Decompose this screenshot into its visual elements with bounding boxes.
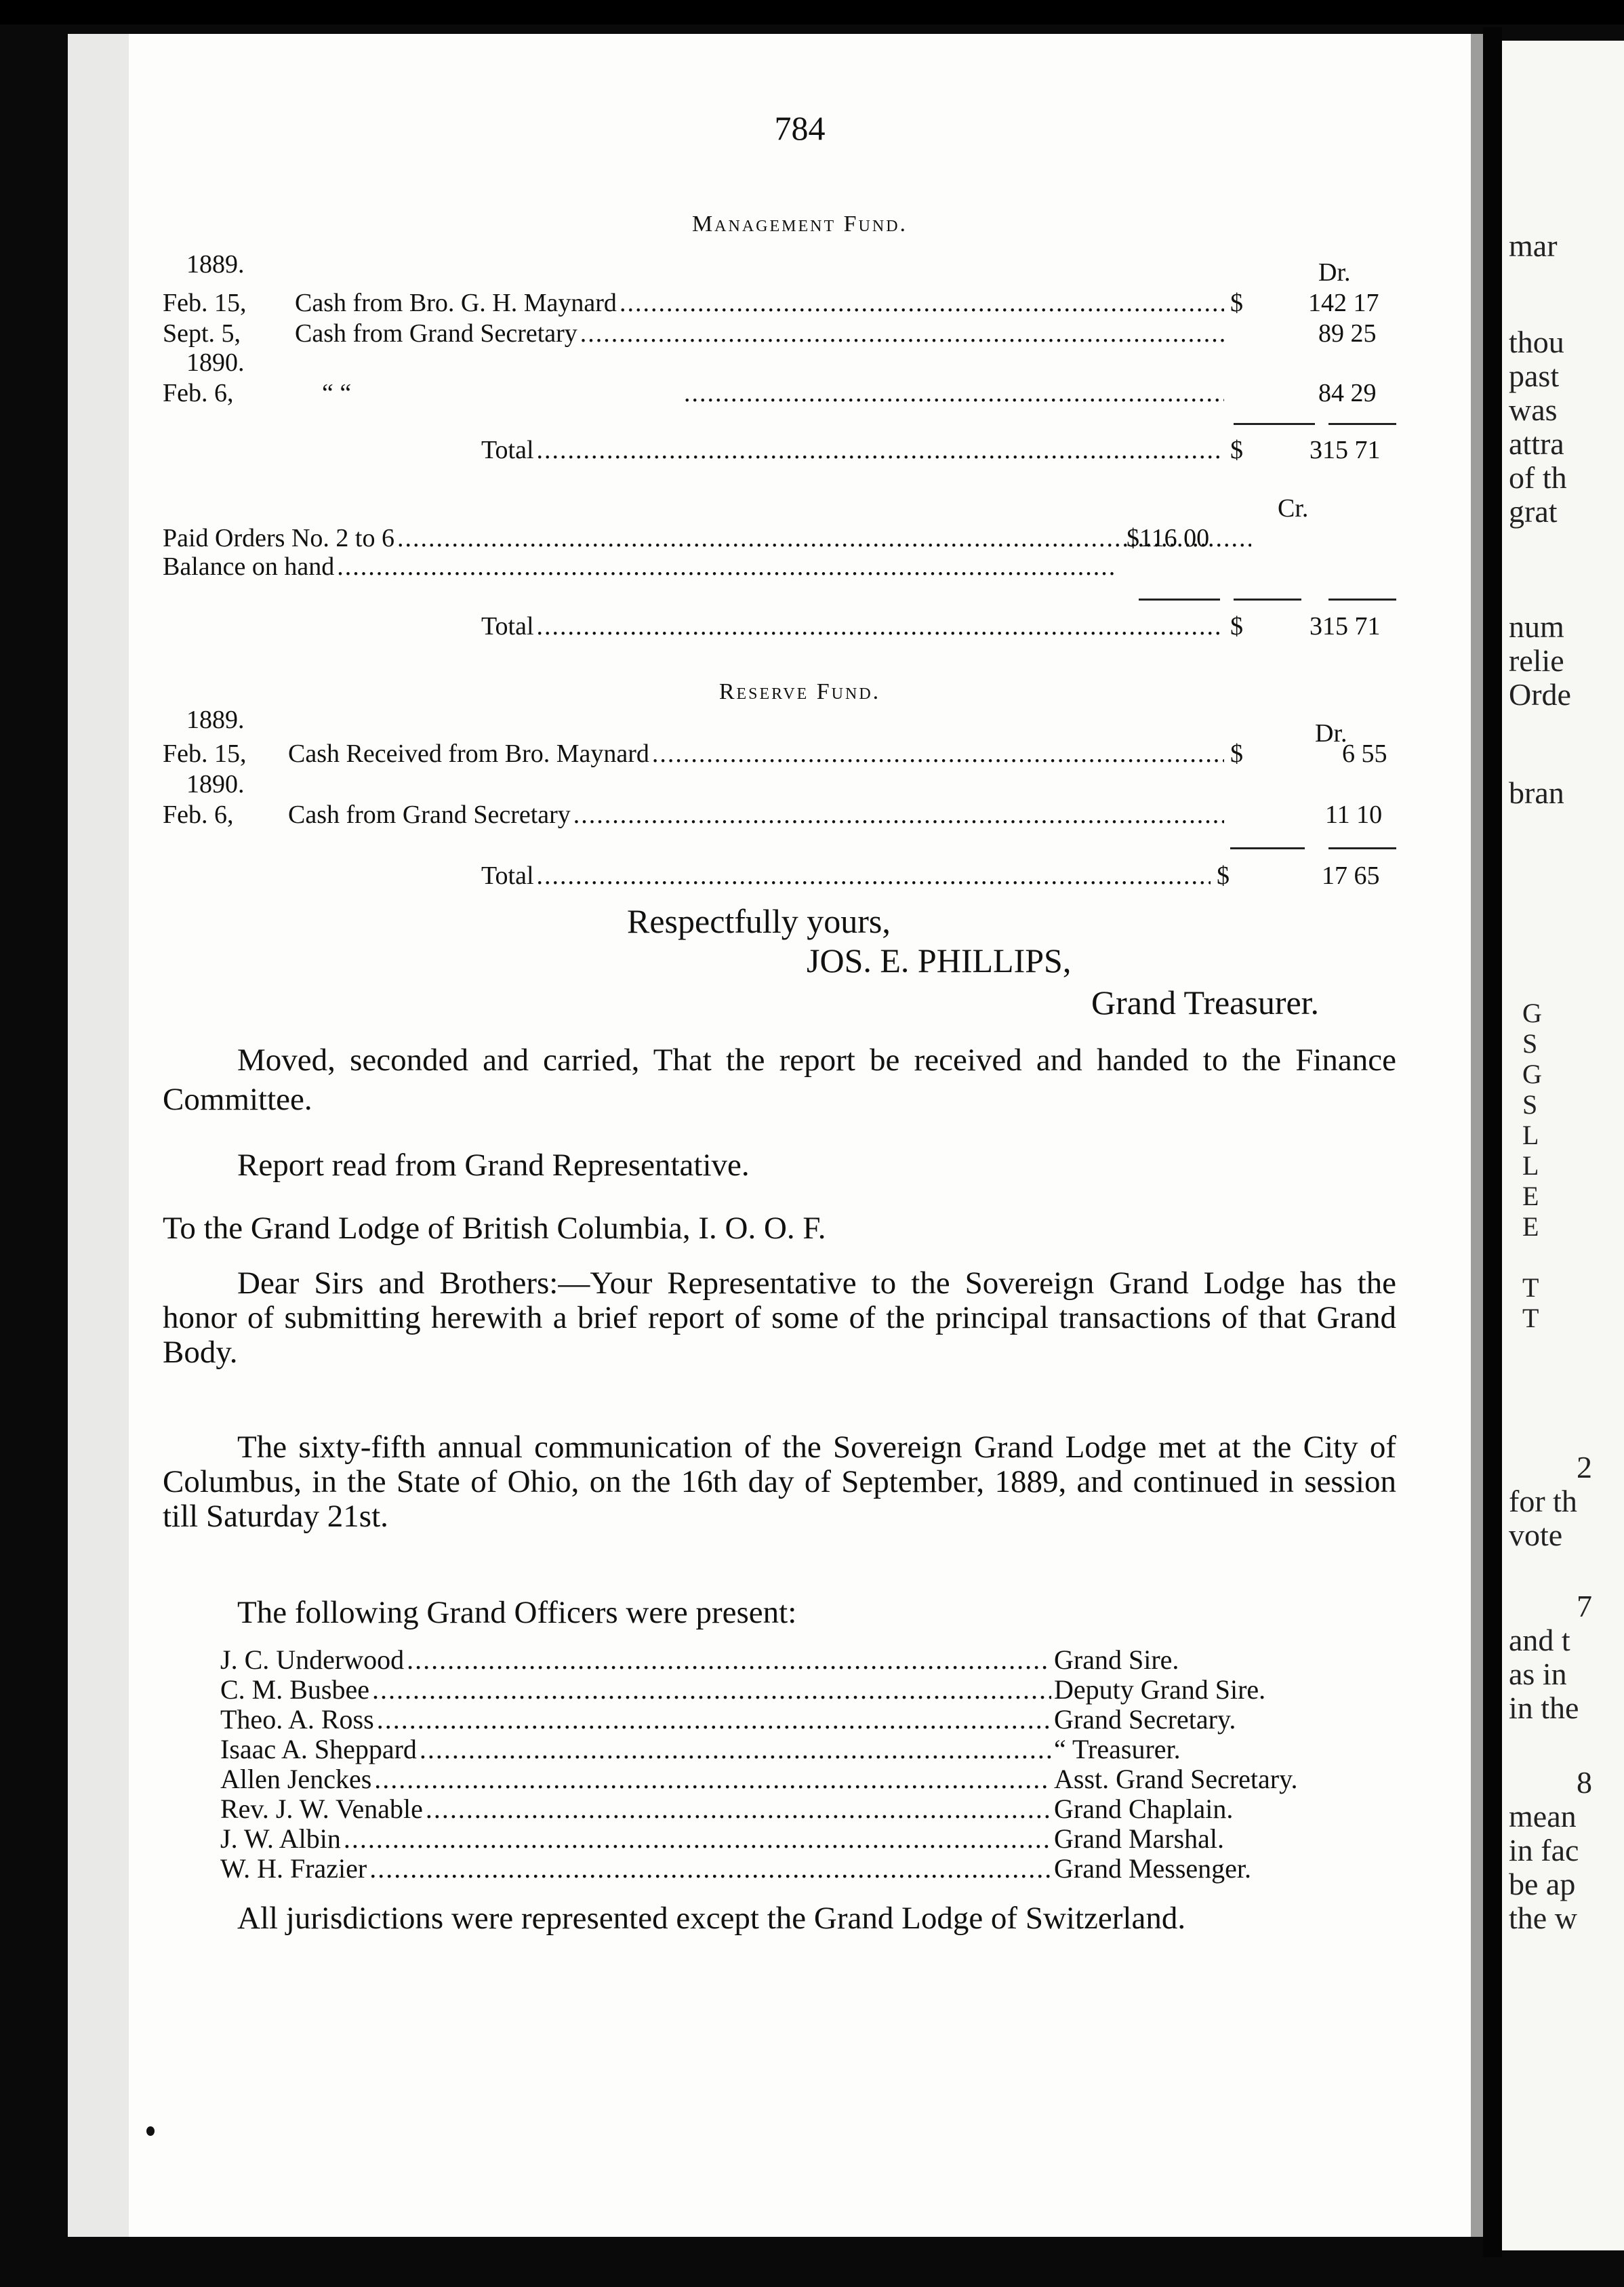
- leader-dots: [372, 1675, 1051, 1705]
- officer-name: Rev. J. W. Venable: [220, 1794, 423, 1824]
- next-page-fragment: the w: [1509, 1901, 1577, 1935]
- officer-office: Grand Marshal.: [1054, 1823, 1225, 1854]
- leader-dots: [369, 1854, 1051, 1884]
- reserve-year-1889: 1889.: [186, 706, 245, 734]
- leader-dots: [397, 523, 1251, 553]
- mgmt-cr-label: Cr.: [1278, 494, 1309, 523]
- reserve-fund-heading: Reserve Fund.: [718, 679, 881, 704]
- next-page-fragment: of th: [1509, 460, 1567, 495]
- next-page-fragment: num: [1509, 609, 1564, 644]
- officer-office: Grand Messenger.: [1054, 1853, 1252, 1884]
- leader-dots: [374, 1764, 1051, 1794]
- leader-dots: [337, 552, 1116, 582]
- balance-label: Balance on hand: [163, 552, 335, 581]
- paragraph-jurisdictions: All jurisdictions were represented except the Grand Lodge of Switzerland.: [237, 1901, 1186, 1936]
- mgmt-row-1-amount: 142 17: [1308, 289, 1379, 317]
- reserve-year-1890: 1890.: [186, 770, 245, 798]
- paid-orders-row: [163, 523, 1254, 553]
- next-page-fragment: T: [1522, 1272, 1539, 1303]
- officer-row: [220, 1824, 1400, 1854]
- reserve-total-amount: 17 65: [1322, 862, 1380, 890]
- officer-name: C. M. Busbee: [220, 1674, 369, 1705]
- mgmt-row-3-date: Feb. 6,: [163, 379, 234, 407]
- next-page-fragment: L: [1522, 1120, 1539, 1150]
- mgmt-total2-row: [481, 611, 1227, 641]
- rule: [1234, 599, 1301, 601]
- next-page-fragment: past: [1509, 359, 1560, 393]
- leader-dots: [377, 1705, 1051, 1735]
- reserve-total-sign: $: [1217, 862, 1230, 890]
- leader-dots: [420, 1735, 1051, 1764]
- mgmt-total-amount: 315 71: [1310, 436, 1381, 464]
- rule: [1328, 847, 1396, 849]
- next-page-fragment: for th: [1509, 1484, 1577, 1518]
- main-page: [129, 34, 1471, 2237]
- mgmt-row-1-desc: Cash from Bro. G. H. Maynard: [295, 289, 617, 317]
- next-page-fragment: L: [1522, 1150, 1539, 1181]
- next-page-fragment: G: [1522, 998, 1542, 1028]
- next-page-fragment: and t: [1509, 1623, 1570, 1657]
- mgmt-row-3-desc: “ “: [322, 379, 352, 407]
- next-page-fragment: 8: [1577, 1765, 1592, 1800]
- officer-row: [220, 1675, 1400, 1705]
- leader-dots: [537, 611, 1224, 641]
- officer-name: W. H. Frazier: [220, 1853, 367, 1884]
- next-page-fragment: G: [1522, 1059, 1542, 1089]
- ink-speck: [146, 2126, 155, 2136]
- reserve-row-2-date: Feb. 6,: [163, 801, 234, 829]
- next-page-fragment: be ap: [1509, 1867, 1576, 1901]
- reserve-row-2: [163, 800, 1227, 830]
- reserve-row-2-desc: Cash from Grand Secretary: [288, 801, 571, 829]
- officer-office: Asst. Grand Secretary.: [1054, 1764, 1298, 1794]
- officer-name: Isaac A. Sheppard: [220, 1734, 417, 1764]
- mgmt-year-1889: 1889.: [186, 250, 245, 279]
- leader-dots: [580, 319, 1224, 348]
- next-page-fragment: T: [1522, 1303, 1539, 1333]
- officer-name: Theo. A. Ross: [220, 1704, 374, 1735]
- officer-office: Grand Chaplain.: [1054, 1794, 1234, 1824]
- next-page-fragment: S: [1522, 1089, 1538, 1120]
- next-page-fragment: mean: [1509, 1799, 1577, 1834]
- leader-dots: [537, 861, 1211, 891]
- leader-dots: [426, 1794, 1051, 1824]
- next-page-fragment: S: [1522, 1028, 1538, 1059]
- officers-list: [220, 1645, 1400, 1884]
- mgmt-year-1890: 1890.: [186, 348, 245, 377]
- next-page-fragment: 7: [1577, 1589, 1592, 1623]
- paragraph-moved: Moved, seconded and carried, That the report be received and handed to the Finance Committee.: [163, 1043, 1396, 1117]
- reserve-row-1-amount: 6 55: [1342, 740, 1387, 768]
- next-page-fragment: grat: [1509, 494, 1558, 529]
- officer-office: Deputy Grand Sire.: [1054, 1674, 1266, 1705]
- mgmt-total-row: [481, 435, 1227, 465]
- reserve-row-1: [163, 739, 1227, 769]
- next-page-fragment: was: [1509, 392, 1558, 427]
- leader-dots: [684, 378, 1224, 408]
- next-page-fragment: thou: [1509, 325, 1564, 359]
- balance-row: [163, 552, 1118, 582]
- mgmt-total2-amount: 315 71: [1310, 612, 1381, 641]
- management-fund-heading: Management Fund.: [691, 211, 908, 237]
- leader-dots: [537, 435, 1224, 465]
- left-margin-strip: [68, 34, 129, 2237]
- mgmt-row-1: [163, 288, 1227, 318]
- paragraph-report-read: Report read from Grand Representative.: [237, 1148, 750, 1183]
- reserve-row-1-sign: $: [1230, 740, 1243, 768]
- leader-dots: [344, 1824, 1051, 1854]
- next-page-fragment: attra: [1509, 426, 1564, 461]
- next-page-fragment: mar: [1509, 228, 1558, 263]
- reserve-total-label: Total: [481, 862, 534, 890]
- officer-office: Grand Sire.: [1054, 1644, 1179, 1675]
- mgmt-total-sign: $: [1230, 436, 1243, 464]
- reserve-dr-label: Dr.: [1315, 719, 1347, 748]
- officer-row: [220, 1794, 1400, 1824]
- page-number: 784: [774, 109, 826, 147]
- mgmt-total2-label: Total: [481, 612, 534, 641]
- mgmt-row-3-amount: 84 29: [1318, 379, 1377, 407]
- leader-dots: [573, 800, 1224, 830]
- mgmt-row-2: [163, 319, 1227, 348]
- next-page-fragment: in fac: [1509, 1833, 1579, 1867]
- next-page-edge: [1502, 41, 1624, 2250]
- next-page-fragment: vote: [1509, 1518, 1563, 1552]
- signature-closing: Respectfully yours,: [627, 902, 891, 940]
- mgmt-total2-sign: $: [1230, 612, 1243, 641]
- rule: [1139, 599, 1220, 601]
- book-gutter: [1483, 27, 1502, 2257]
- mgmt-row-2-date: Sept. 5,: [163, 319, 241, 348]
- leader-dots: [620, 288, 1224, 318]
- rule: [1328, 423, 1396, 425]
- mgmt-row-2-desc: Cash from Grand Secretary: [295, 319, 577, 348]
- page-edge-shadow: [1471, 34, 1483, 2237]
- mgmt-row-1-sign: $: [1230, 289, 1243, 317]
- mgmt-dr-label: Dr.: [1318, 258, 1351, 287]
- officer-row: [220, 1764, 1400, 1794]
- officer-row: [220, 1854, 1400, 1884]
- next-page-fragment: 2: [1577, 1450, 1592, 1484]
- signature-title: Grand Treasurer.: [1091, 984, 1320, 1021]
- signature-name: JOS. E. PHILLIPS,: [807, 942, 1072, 979]
- mgmt-row-3: [163, 378, 1227, 408]
- rule: [1234, 423, 1315, 425]
- next-page-fragment: relie: [1509, 643, 1564, 678]
- next-page-fragment: bran: [1509, 775, 1564, 810]
- officer-row: [220, 1705, 1400, 1735]
- officer-name: J. W. Albin: [220, 1823, 341, 1854]
- reserve-row-1-desc: Cash Received from Bro. Maynard: [288, 740, 649, 768]
- paid-orders-label: Paid Orders No. 2 to 6: [163, 524, 394, 552]
- next-page-fragment: E: [1522, 1181, 1539, 1211]
- reserve-total-row: [481, 861, 1213, 891]
- rule: [1328, 599, 1396, 601]
- officer-name: Allen Jenckes: [220, 1764, 372, 1794]
- next-page-fragment: as in: [1509, 1657, 1567, 1691]
- paragraph-dear-sirs: Dear Sirs and Brothers:—Your Representative to the Sovereign Grand Lodge has the honor of submitting herewith a brief report of some of the principal transactions of that Grand Body.: [163, 1266, 1396, 1370]
- next-page-fragment: Orde: [1509, 677, 1571, 712]
- officer-row: [220, 1645, 1400, 1675]
- next-page-fragment: in the: [1509, 1691, 1579, 1725]
- mgmt-row-2-amount: 89 25: [1318, 319, 1377, 348]
- reserve-row-1-date: Feb. 15,: [163, 740, 247, 768]
- officer-row: [220, 1735, 1400, 1764]
- leader-dots: [407, 1645, 1051, 1675]
- leader-dots: [652, 739, 1224, 769]
- paid-orders-amount: $116 00: [1126, 524, 1210, 552]
- mgmt-total-label: Total: [481, 436, 534, 464]
- officer-office: Grand Secretary.: [1054, 1704, 1236, 1735]
- mgmt-row-1-date: Feb. 15,: [163, 289, 247, 317]
- reserve-row-2-amount: 11 10: [1325, 801, 1383, 829]
- scan-top-band: [0, 0, 1624, 24]
- officer-office: “ Treasurer.: [1054, 1734, 1181, 1764]
- paragraph-officers-intro: The following Grand Officers were present:: [237, 1595, 797, 1630]
- paragraph-to-line: To the Grand Lodge of British Columbia, I. O. O. F.: [163, 1211, 826, 1246]
- rule: [1230, 847, 1305, 849]
- next-page-fragment: E: [1522, 1211, 1539, 1242]
- paragraph-sixty-fifth: The sixty-fifth annual communication of the Sovereign Grand Lodge met at the City of Columbus, in the State of Ohio, on the 16th day of September, 1889, and continued in session till Saturday 21st.: [163, 1430, 1396, 1534]
- officer-name: J. C. Underwood: [220, 1644, 405, 1675]
